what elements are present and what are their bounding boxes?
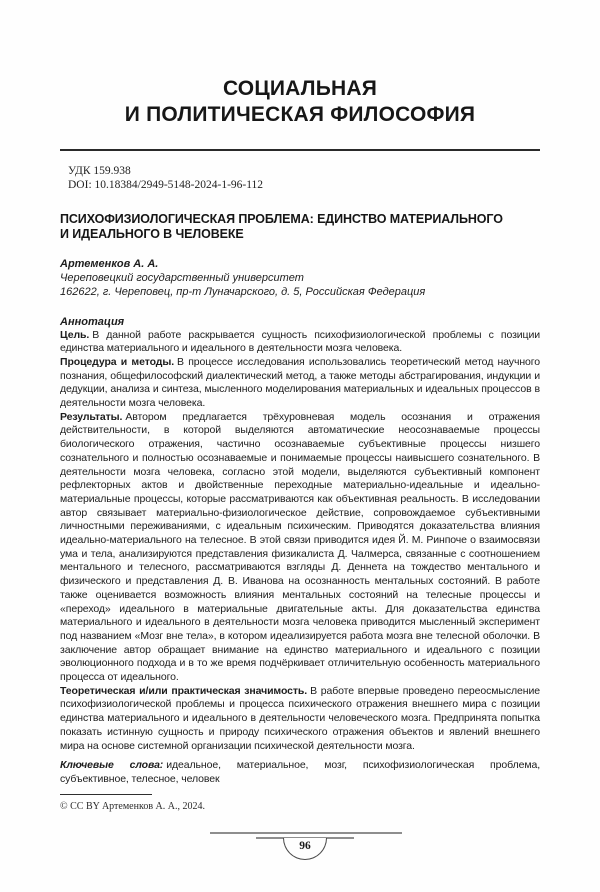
paragraph-text: В данной работе раскрывается сущность психофизиологической проблемы с позиции единства материального и идеального в деятельности мозга человека. — [60, 328, 540, 355]
paragraph-label: Цель. — [60, 328, 90, 341]
article-title-line-1: ПСИХОФИЗИОЛОГИЧЕСКАЯ ПРОБЛЕМА: ЕДИНСТВО МАТЕРИАЛЬНОГО — [60, 211, 503, 226]
article-title — [60, 212, 540, 242]
affiliation-institution: Череповецкий государственный университет — [60, 271, 304, 284]
section-header-line-2: И ПОЛИТИЧЕСКАЯ ФИЛОСОФИЯ — [124, 103, 476, 126]
footer-rule-long — [210, 832, 402, 834]
page-content — [60, 0, 540, 787]
page-number-badge — [283, 838, 327, 860]
paragraph-text: В работе впервые проведено переосмысление психофизиологической проблемы и процесса психического отражения внешнего мира с позиции единства материального и идеального в деятельности человеческого мозга. Предпринята попытка показать истинную сущность и природу психического отражения объектов и явлений внешнего мира на основе системной организации психической деятельности мозга. — [60, 684, 540, 752]
doi-number: DOI: 10.18384/2949-5148-2024-1-96-112 — [68, 179, 264, 191]
abstract-heading: Аннотация — [60, 315, 125, 328]
affiliation-address: 162622, г. Череповец, пр-т Луначарского, д. 5, Российская Федерация — [60, 285, 426, 298]
udc-number: УДК 159.938 — [68, 164, 131, 177]
journal-section-header — [60, 76, 540, 128]
abstract-paragraph-methods — [60, 356, 540, 411]
footnote-divider — [60, 794, 152, 795]
keywords-label: Ключевые слова: — [60, 759, 164, 772]
abstract-paragraph-results — [60, 411, 540, 685]
article-title-line-2: И ИДЕАЛЬНОГО В ЧЕЛОВЕКЕ — [60, 226, 244, 241]
paragraph-text: Автором предлагается трёхуровневая модель осознания и отражения действительности, в которой выделяются автоматические неосознаваемые процессы биологического отражения, частично осознаваемые субъективные процессы низшего сознательного и полностью осознаваемые и понимаемые процессы наивысшего сознательного. В деятельности мозга человека, согласно этой модели, выделяются субъективный компонент рефлекторных актов и двойственные переходные материально-идеальные и идеально-материальные процессы, которые рассматриваются как объективная реальность. В исследовании автор связывает материально-физиологическое действие, сопровождаемое субъективными личностными переживаниями, с идеальным психическим. Приводятся доказательства влияния идеально-материального на телесное. В этой связи приводится идея Й. М. Ринпоче о взаимосвязи ума и тела, анализируются представления физикалиста Д. Чалмерса, связанные с соотношением ментального и телесного, рассматриваются взгляды Д. Деннета на тождество ментального и физического и представления Д. В. Иванова на осознанность ментальных состояний. В работе также оценивается возможность влияния ментальных состояний на телесные процессы и «переход» идеального в материальные двигательные акты. Для доказательства единства материального и идеального в деятельности мозга человека приводится мысленный эксперимент под названием «Мозг вне тела», в котором идеализируется работа мозга вне телесной оболочки. В заключение автор обращает внимание на единство материального и идеального с позиции эволюционного подхода и в то же время подчёркивает отличительную особенность материального процесса от идеального. — [60, 410, 540, 684]
paragraph-label: Процедура и методы. — [60, 355, 175, 368]
keywords-text: идеальное, материальное, мозг, психофизиологическая проблема, субъективное, телесное, человек — [60, 759, 541, 785]
paragraph-text: В процессе исследования использовались теоретический метод научного познания, общефилософский диалектический метод, а также методы абстрагирования, индукции и дедукции, анализа и синтеза, мысленного моделирования материальных и идеальных процессов в деятельности мозга человека. — [60, 355, 541, 410]
keywords-paragraph — [60, 759, 540, 786]
author-affiliation — [60, 271, 540, 299]
paragraph-label: Теоретическая и/или практическая значимость. — [60, 684, 308, 697]
abstract-paragraph-significance — [60, 685, 540, 754]
udc-doi-block — [60, 164, 540, 193]
section-header-line-1: СОЦИАЛЬНАЯ — [222, 77, 378, 100]
paragraph-label: Результаты. — [60, 410, 123, 423]
copyright-line: © CC BY Артеменков А. А., 2024. — [60, 801, 205, 812]
page-number: 96 — [299, 840, 311, 852]
author-name: Артеменков А. А. — [60, 257, 159, 270]
abstract-paragraph-goal — [60, 329, 540, 356]
header-divider — [60, 149, 540, 151]
